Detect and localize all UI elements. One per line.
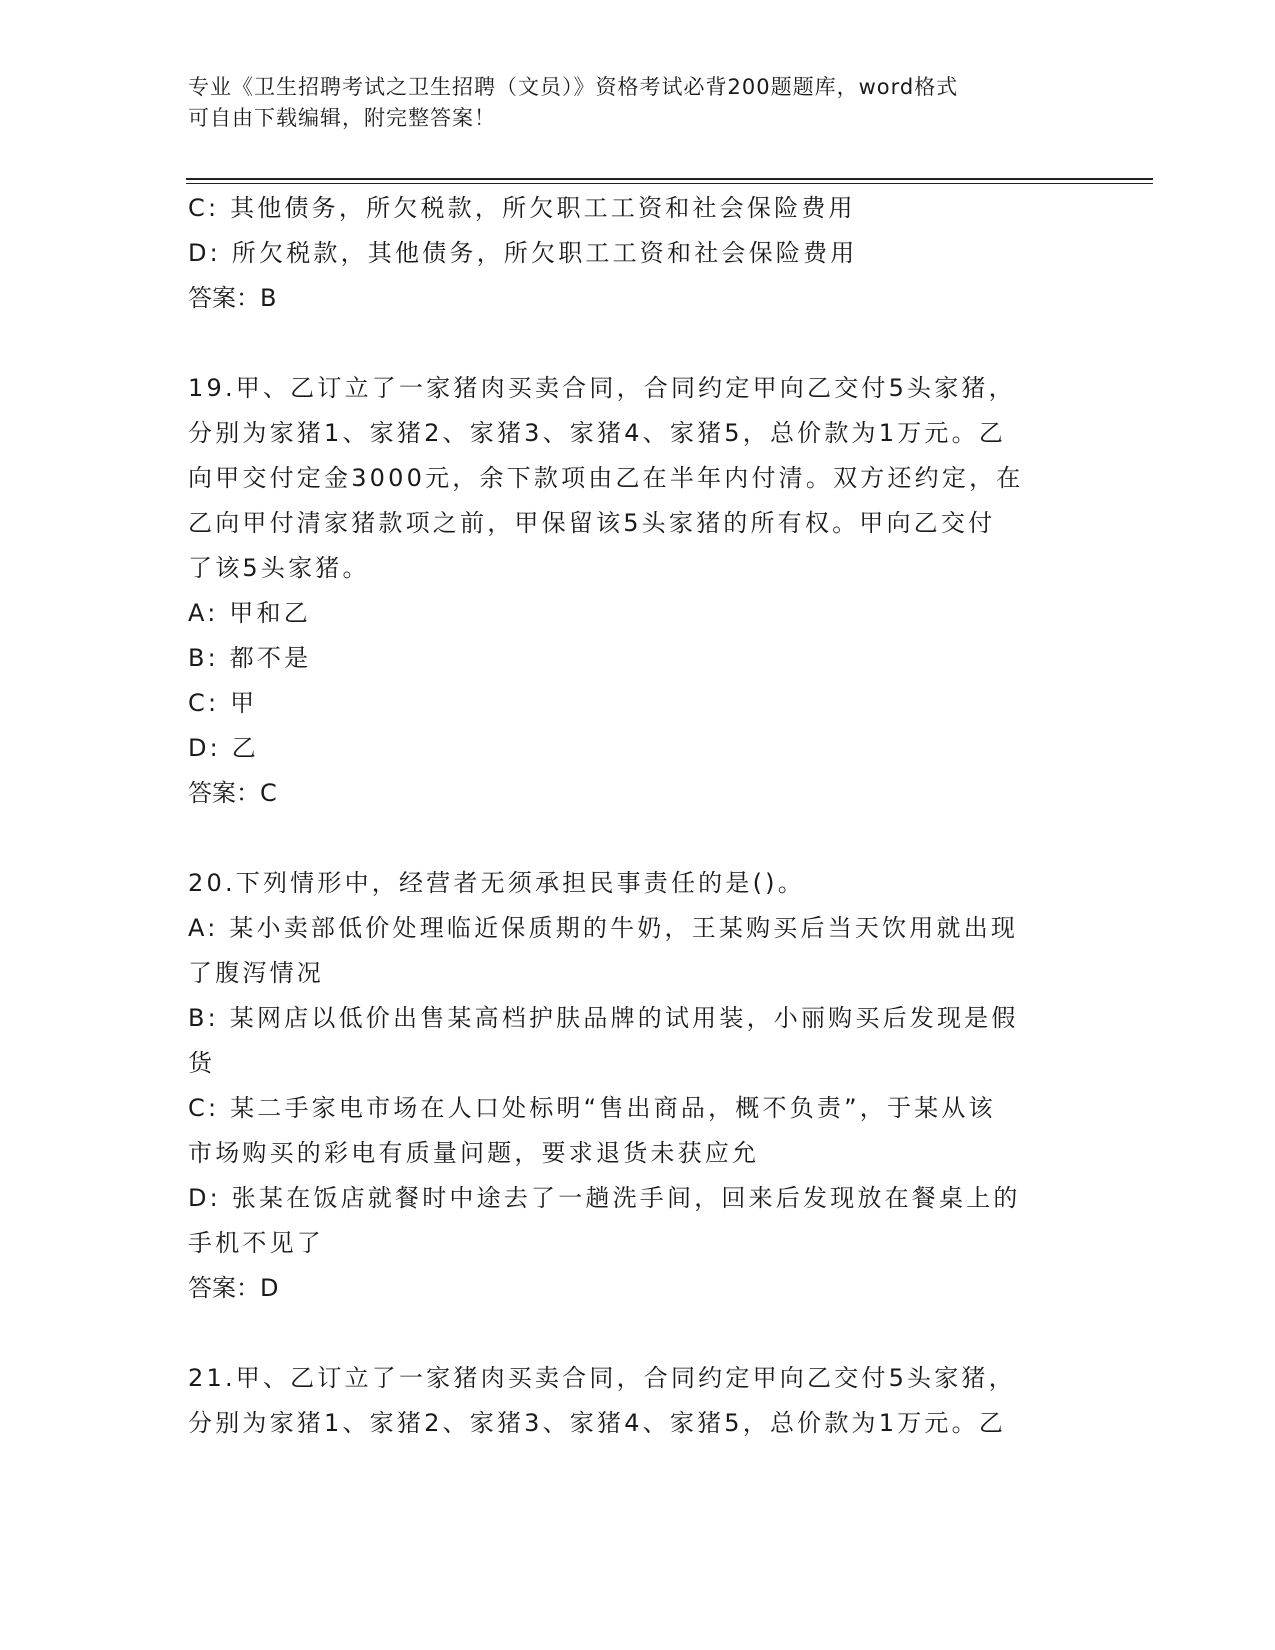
option-d-line: D: 张某在饭店就餐时中途去了一趟洗手间，回来后发现放在餐桌上的	[188, 1184, 1021, 1212]
question-18-tail	[188, 186, 1088, 321]
option-b-line: 货	[188, 1049, 216, 1077]
option-d: D: 所欠税款，其他债务，所欠职工工资和社会保险费用	[188, 239, 858, 267]
header-title-line-1: 专业《卫生招聘考试之卫生招聘（文员）》资格考试必背200题题库，word格式	[188, 75, 959, 99]
question-stem-line: 乙向甲付清家猪款项之前，甲保留该5头家猪的所有权。甲向乙交付	[188, 509, 996, 537]
question-20	[188, 861, 1088, 1311]
question-19	[188, 366, 1088, 816]
document-header	[188, 72, 1068, 134]
answer-label: 答案：B	[188, 284, 277, 312]
option-d-line: 手机不见了	[188, 1229, 324, 1257]
option-a: A: 甲和乙	[188, 599, 311, 627]
option-b-line: B: 某网店以低价出售某高档护肤品牌的试用装，小丽购买后发现是假	[188, 1004, 1019, 1032]
question-stem: 20.下列情形中，经营者无须承担民事责任的是()。	[188, 869, 805, 897]
option-a-line: A: 某小卖部低价处理临近保质期的牛奶，王某购买后当天饮用就出现	[188, 914, 1019, 942]
option-b: B: 都不是	[188, 644, 312, 672]
option-a-line: 了腹泻情况	[188, 959, 324, 987]
header-divider-thin	[186, 183, 1153, 184]
answer-label: 答案：C	[188, 779, 277, 807]
question-stem-line: 了该5头家猪。	[188, 554, 370, 582]
question-stem-line: 向甲交付定金3000元，余下款项由乙在半年内付清。双方还约定，在	[188, 464, 1024, 492]
option-c-line: C: 某二手家电市场在人口处标明“售出商品，概不负责”，于某从该	[188, 1094, 996, 1122]
option-d: D: 乙	[188, 734, 259, 762]
question-stem-line: 21.甲、乙订立了一家猪肉买卖合同，合同约定甲向乙交付5头家猪，	[188, 1364, 1016, 1392]
question-list	[188, 186, 1088, 1446]
question-stem-line: 19.甲、乙订立了一家猪肉买卖合同，合同约定甲向乙交付5头家猪，	[188, 374, 1016, 402]
question-stem-line: 分别为家猪1、家猪2、家猪3、家猪4、家猪5，总价款为1万元。乙	[188, 1409, 1007, 1437]
option-c: C: 其他债务，所欠税款，所欠职工工资和社会保险费用	[188, 194, 856, 222]
answer-label: 答案：D	[188, 1274, 279, 1302]
header-title-line-2: 可自由下载编辑，附完整答案！	[188, 106, 496, 130]
option-c: C: 甲	[188, 689, 258, 717]
question-21	[188, 1356, 1088, 1446]
header-divider-thick	[186, 178, 1153, 180]
question-stem-line: 分别为家猪1、家猪2、家猪3、家猪4、家猪5，总价款为1万元。乙	[188, 419, 1007, 447]
option-c-line: 市场购买的彩电有质量问题，要求退货未获应允	[188, 1139, 760, 1167]
